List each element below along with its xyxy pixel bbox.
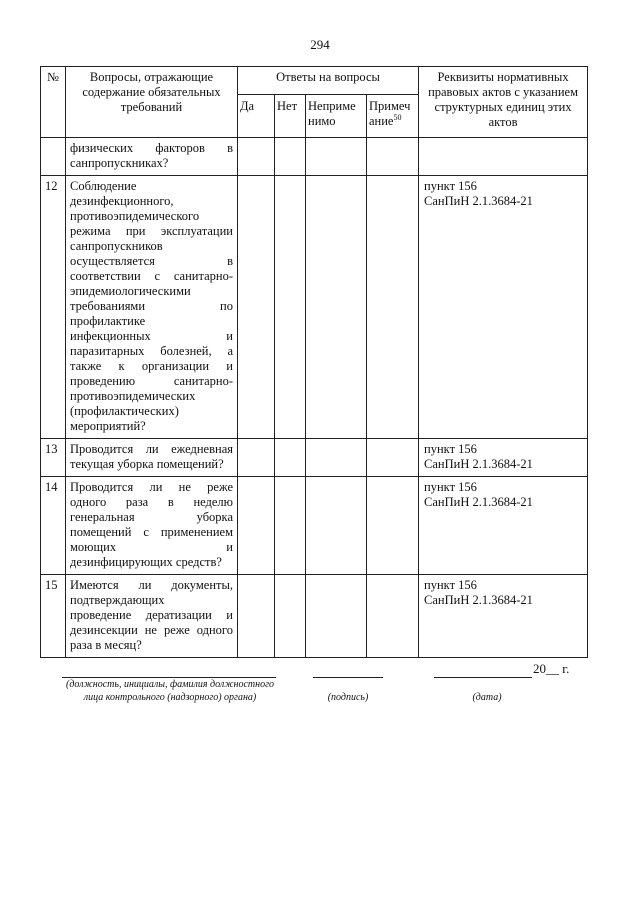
answer-no-cell[interactable]	[275, 477, 306, 575]
row-question	[66, 575, 238, 658]
table-row	[41, 138, 588, 176]
answer-yes-cell[interactable]	[238, 439, 275, 477]
reference-line: пункт 156	[424, 179, 477, 193]
answer-yes-cell[interactable]	[238, 575, 275, 658]
question-line: раза в месяц?	[70, 638, 142, 652]
question-line: противоэпидемического	[70, 209, 200, 223]
position-caption-line2: лица контрольного (надзорного) органа)	[83, 692, 257, 703]
question-line: профилактике	[70, 314, 146, 328]
header-no: Нет	[275, 95, 306, 138]
question-line: инфекционных и	[70, 329, 233, 343]
row-number: 14	[41, 477, 66, 575]
row-number	[41, 138, 66, 176]
row-reference	[419, 477, 588, 575]
header-question: Вопросы, отражающие содержание обязательных требований	[66, 67, 238, 138]
question-line: осуществляется в	[70, 254, 233, 268]
row-number: 15	[41, 575, 66, 658]
answer-no-cell[interactable]	[275, 138, 306, 176]
header-yes: Да	[238, 95, 275, 138]
question-line: режима при эксплуатации	[70, 224, 233, 238]
question-line: Проводится ли не реже	[70, 480, 233, 494]
row-number: 13	[41, 439, 66, 477]
answer-note-cell[interactable]	[367, 176, 419, 439]
row-number: 12	[41, 176, 66, 439]
question-line: проведению санитарно-	[70, 374, 233, 388]
row-reference	[419, 439, 588, 477]
table-row	[41, 176, 588, 439]
answer-not-applicable-cell[interactable]	[306, 138, 367, 176]
question-line: санпропускников	[70, 239, 163, 253]
reference-line: пункт 156	[424, 442, 477, 456]
answer-note-cell[interactable]	[367, 439, 419, 477]
table-body	[41, 138, 588, 658]
table-row	[41, 439, 588, 477]
answer-no-cell[interactable]	[275, 575, 306, 658]
row-question	[66, 477, 238, 575]
question-line: Имеются ли документы,	[70, 578, 233, 592]
answer-note-cell[interactable]	[367, 575, 419, 658]
question-line: дезинфекционного,	[70, 194, 174, 208]
question-line: физических факторов в	[70, 141, 233, 155]
signature-line	[313, 677, 383, 678]
date-line	[434, 677, 532, 678]
reference-line: СанПиН 2.1.3684-21	[424, 495, 533, 509]
question-line: помещений с применением	[70, 525, 233, 539]
answer-not-applicable-cell[interactable]	[306, 575, 367, 658]
answer-not-applicable-cell[interactable]	[306, 477, 367, 575]
header-reference: Реквизиты нормативных правовых актов с указанием структурных единиц этих актов	[419, 67, 588, 138]
answer-note-cell[interactable]	[367, 138, 419, 176]
question-line: Соблюдение	[70, 179, 137, 193]
row-reference	[419, 176, 588, 439]
question-line: требованиями по	[70, 299, 233, 313]
table-row	[41, 477, 588, 575]
row-reference	[419, 575, 588, 658]
header-note	[367, 95, 419, 138]
header-note-label: Примеч ание	[369, 99, 411, 128]
question-line: паразитарных болезней, а	[70, 344, 233, 358]
answer-not-applicable-cell[interactable]	[306, 439, 367, 477]
question-line: Проводится ли ежедневная	[70, 442, 233, 456]
reference-line: СанПиН 2.1.3684-21	[424, 457, 533, 471]
answer-note-cell[interactable]	[367, 477, 419, 575]
question-line: санпропускниках?	[70, 156, 169, 170]
reference-line: пункт 156	[424, 578, 477, 592]
question-line: (профилактических)	[70, 404, 179, 418]
question-line: подтверждающих	[70, 593, 165, 607]
question-line: эпидемиологическими	[70, 284, 191, 298]
question-line: дезинфицирующих средств?	[70, 555, 222, 569]
question-line: текущая уборка помещений?	[70, 457, 224, 471]
header-note-footnote: 50	[393, 112, 402, 122]
header-not-applicable: Неприме нимо	[306, 95, 367, 138]
reference-line: СанПиН 2.1.3684-21	[424, 593, 533, 607]
answer-not-applicable-cell[interactable]	[306, 176, 367, 439]
question-line: генеральная уборка	[70, 510, 233, 524]
checklist-table	[40, 66, 588, 658]
header-answers: Ответы на вопросы	[238, 67, 419, 95]
row-question	[66, 176, 238, 439]
question-line: противоэпидемических	[70, 389, 196, 403]
question-line: мероприятий?	[70, 419, 146, 433]
row-question	[66, 138, 238, 176]
position-caption	[40, 678, 300, 704]
year-suffix: 20__ г.	[533, 661, 570, 676]
question-line: дезинсекции не реже одного	[70, 623, 233, 637]
page-number: 294	[310, 37, 330, 52]
header-num: №	[41, 67, 66, 138]
answer-yes-cell[interactable]	[238, 477, 275, 575]
table-row	[41, 575, 588, 658]
answer-no-cell[interactable]	[275, 176, 306, 439]
reference-line: пункт 156	[424, 480, 477, 494]
answer-yes-cell[interactable]	[238, 176, 275, 439]
question-line: одного раза в неделю	[70, 495, 233, 509]
reference-line: СанПиН 2.1.3684-21	[424, 194, 533, 208]
question-line: соответствии с санитарно-	[70, 269, 233, 283]
date-caption: (дата)	[472, 692, 502, 703]
question-line: также к организации и	[70, 359, 233, 373]
position-caption-line1: (должность, инициалы, фамилия должностного	[65, 679, 274, 690]
question-line: проведение дератизации и	[70, 608, 233, 622]
signature-caption: (подпись)	[327, 692, 369, 703]
row-question	[66, 439, 238, 477]
question-line: моющих и	[70, 540, 233, 554]
row-reference	[419, 138, 588, 176]
answer-no-cell[interactable]	[275, 439, 306, 477]
answer-yes-cell[interactable]	[238, 138, 275, 176]
